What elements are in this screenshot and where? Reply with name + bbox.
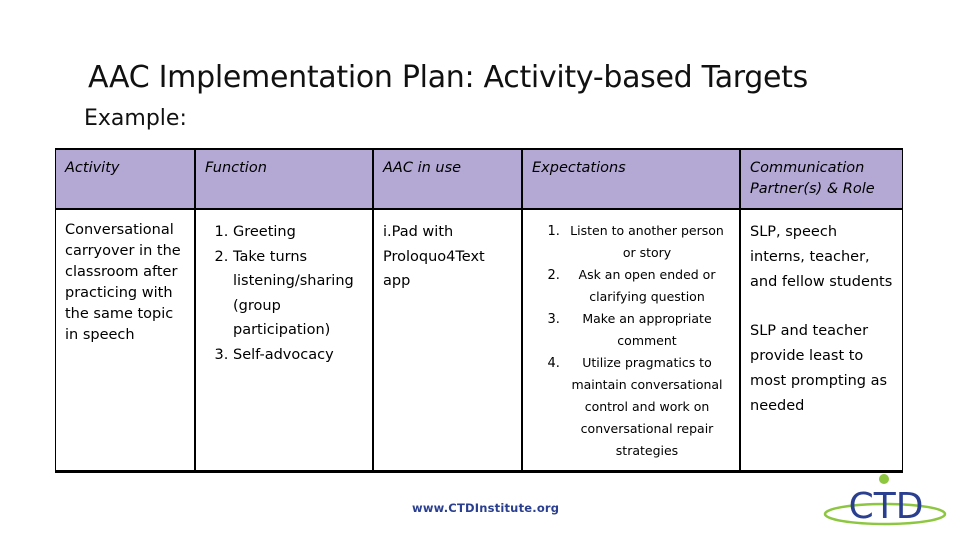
function-item: 3. Self-advocacy (233, 343, 363, 368)
logo-text: CTD (848, 486, 924, 527)
footer-url: www.CTDInstitute.org (412, 501, 560, 515)
expectation-item: 1. Listen to another person or story (564, 220, 730, 264)
cell-function (195, 209, 373, 473)
expectation-item: 2. Ask an open ended or clarifying question (564, 264, 730, 308)
table-header-row (55, 148, 903, 209)
cell-aac-in-use (373, 209, 522, 473)
header-expectations: Expectations (522, 148, 740, 209)
header-activity: Activity (55, 148, 195, 209)
partner-text: SLP, speech interns, teacher, and fellow students (750, 224, 893, 290)
header-function: Function (195, 148, 373, 209)
function-list (205, 220, 363, 367)
slide-subtitle: Example: (84, 106, 187, 131)
expectations-list (532, 220, 730, 462)
aac-in-use-text: i.Pad with Proloquo4Text app (383, 224, 485, 289)
expectation-item: 3. Make an appropriate comment (564, 308, 730, 352)
partner-role-text: SLP and teacher provide least to most prompting as needed (750, 323, 888, 414)
header-aac-in-use: AAC in use (373, 148, 522, 209)
function-item: 1. Greeting (233, 220, 363, 245)
cell-communication-partners (740, 209, 903, 473)
function-item: 2. Take turns listening/sharing (group participation) (233, 245, 363, 343)
expectation-item: 4. Utilize pragmatics to maintain conversational control and work on conversational repair strategies (564, 352, 730, 462)
slide-title: AAC Implementation Plan: Activity-based Targets (88, 60, 808, 95)
ctd-logo (822, 470, 948, 530)
cell-activity: Conversational carryover in the classroom after practicing with the same topic in speech (55, 209, 195, 473)
activity-plan-table (55, 148, 903, 473)
table-row (55, 209, 903, 473)
cell-expectations (522, 209, 740, 473)
header-communication-partners: Communication Partner(s) & Role (740, 148, 903, 209)
logo-dot-icon (879, 474, 889, 484)
